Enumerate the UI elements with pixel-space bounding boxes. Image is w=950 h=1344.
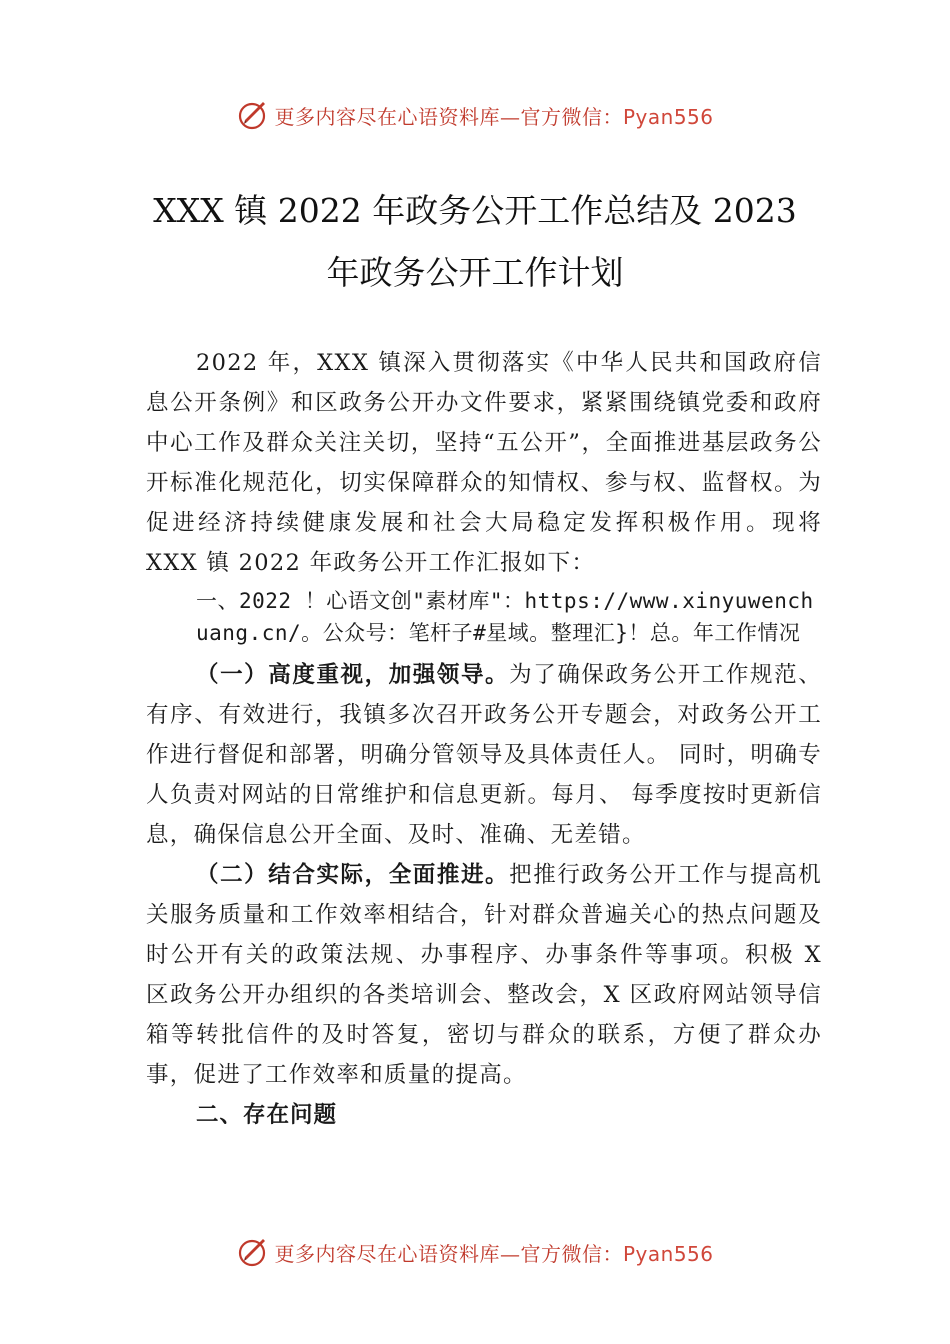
document-body <box>146 343 822 1135</box>
footer-banner <box>0 1232 950 1272</box>
footer-banner-text <box>274 1238 713 1267</box>
item-2-text: 把推行政务公开工作与提高机关服务质量和工作效率相结合，针对群众普遍关心的热点问题及时公开有关的政策法规、办事程序、办事条件等事项。积极 X 区政务公开办组织的各类培训会、整改会，X 区政府网站领导信箱等转批信件的及时答复，密切与群众的联系，方便了群众办事，促进了工作效率和质量的提高。 <box>146 862 822 1088</box>
pen-logo-icon <box>236 1235 270 1269</box>
section-1-heading: 一、2022 ！心语文创"素材库"：https://www.xinyuwenchuang.cn/。公众号：笔杆子#星域。整理汇}！总。年工作情况 <box>196 589 814 645</box>
document-title <box>120 180 830 304</box>
item-2-lead: （二）结合实际，全面推进。 <box>196 862 510 888</box>
pen-logo-icon <box>236 98 270 132</box>
item-2-paragraph <box>146 855 822 1095</box>
item-1-lead: （一）高度重视，加强领导。 <box>196 662 510 688</box>
header-banner-account: Pyan556 <box>622 104 714 129</box>
header-banner-label: 更多内容尽在心语资料库—官方微信： <box>274 104 623 129</box>
intro-paragraph: 2022 年，XXX 镇深入贯彻落实《中华人民共和国政府信息公开条例》和区政务公开办文件要求，紧紧围绕镇党委和政府中心工作及群众关注关切，坚持“五公开”，全面推进基层政务公开标准化规范化，切实保障群众的知情权、参与权、监督权。为促进经济持续健康发展和社会大局稳定发挥积极作用。现将 XXX 镇 2022 年政务公开工作汇报如下： <box>146 350 822 576</box>
footer-banner-label: 更多内容尽在心语资料库—官方微信： <box>274 1241 623 1266</box>
item-1-text: 为了确保政务公开工作规范、有序、有效进行，我镇多次召开政务公开专题会，对政务公开工作进行督促和部署，明确分管领导及具体责任人。 同时，明确专人负责对网站的日常维护和信息更新。每月、 每季度按时更新信息，确保信息公开全面、及时、准确、无差错。 <box>146 662 822 848</box>
header-banner-text <box>274 101 713 130</box>
header-banner <box>0 95 950 135</box>
title-line-1: XXX 镇 2022 年政务公开工作总结及 2023 <box>153 191 797 230</box>
section-2-heading: 二、存在问题 <box>196 1102 338 1128</box>
title-line-2: 年政务公开工作计划 <box>326 253 624 292</box>
footer-banner-account: Pyan556 <box>622 1241 714 1266</box>
item-1-paragraph <box>146 655 822 855</box>
